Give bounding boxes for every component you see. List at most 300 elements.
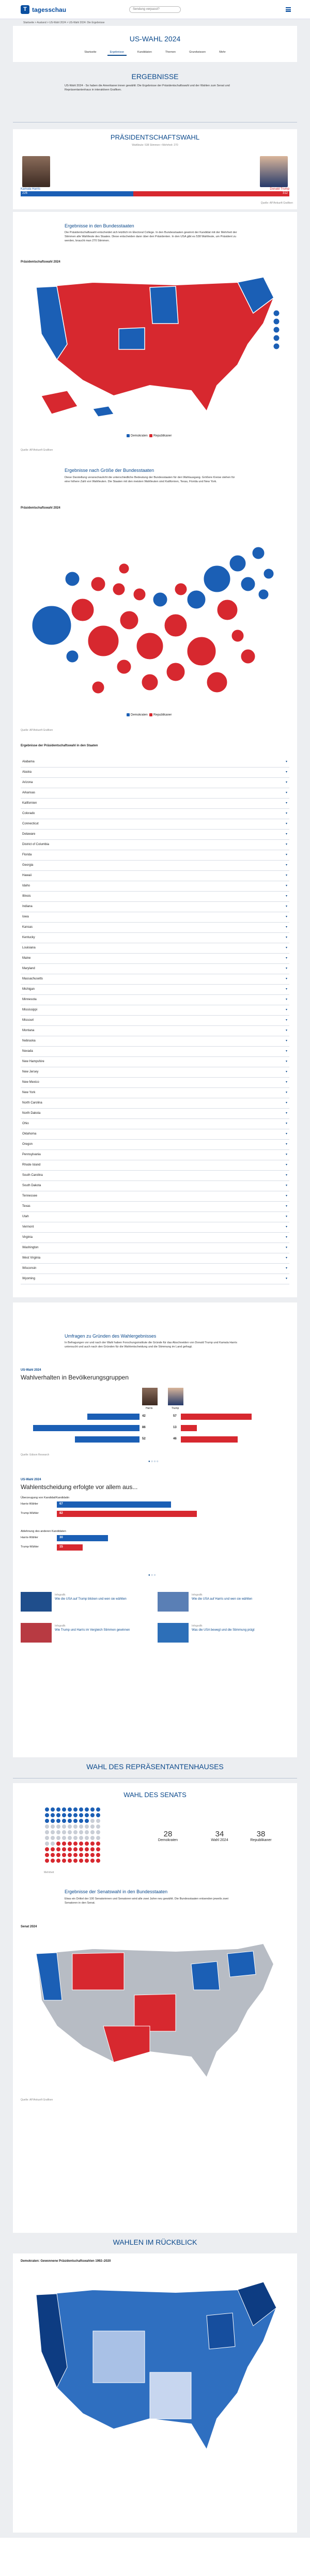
senate-seat <box>79 1819 83 1823</box>
motive-value: 30 <box>59 1536 63 1539</box>
state-row[interactable]: Mississippi ▾ <box>21 1005 289 1016</box>
history-label: Demokraten: Gewonnene Präsidentschaftswahlen 1992–2020 <box>21 2260 111 2263</box>
state-bubble[interactable] <box>117 660 131 674</box>
source: Quelle: AP/Ankunft Grafiken <box>21 449 53 452</box>
states-map-card <box>13 212 297 517</box>
state-row[interactable]: Arkansas ▾ <box>21 788 289 799</box>
senate-seat <box>68 1859 72 1863</box>
state-row[interactable]: Minnesota ▾ <box>21 995 289 1005</box>
senate-seat <box>90 1813 95 1817</box>
senate-seat <box>62 1847 66 1851</box>
states-accordion <box>13 755 297 1297</box>
state-row[interactable]: Idaho ▾ <box>21 881 289 892</box>
state-bubble[interactable] <box>32 606 71 645</box>
senate-seat <box>68 1847 72 1851</box>
legend-dem: Demokraten <box>131 434 148 438</box>
senate-seat <box>90 1824 95 1829</box>
senate-seat <box>56 1813 60 1817</box>
trump-value: 46 <box>173 1437 177 1440</box>
state-bubble[interactable] <box>71 599 94 621</box>
state-row[interactable]: Tennessee ▾ <box>21 1191 289 1202</box>
state-row[interactable]: South Dakota ▾ <box>21 1181 289 1191</box>
state-row[interactable]: Colorado ▾ <box>21 809 289 819</box>
senate-seat <box>85 1836 89 1840</box>
senate-seat <box>62 1824 66 1829</box>
card1-kicker: US-Wahl 2024 <box>21 1369 41 1372</box>
motive-label: Trump-Wähler <box>21 1545 39 1548</box>
state-row[interactable]: Massachusetts ▾ <box>21 974 289 985</box>
card2-title: Wahlentscheidung erfolgte vor allem aus... <box>21 1483 138 1491</box>
senate-seat <box>51 1813 55 1817</box>
harris-name: Kamala Harris <box>21 188 41 191</box>
senate-seat <box>45 1824 49 1829</box>
teaser-kicker: Infografik <box>192 1593 203 1597</box>
senate-seat <box>68 1853 72 1857</box>
state-row[interactable]: Oregon ▾ <box>21 1140 289 1150</box>
trump-portrait <box>260 156 288 187</box>
trump-name: Donald Trump <box>270 188 289 191</box>
col-trump: Trump <box>172 1407 179 1410</box>
senate-seat <box>79 1859 83 1863</box>
senate-seat <box>62 1807 66 1812</box>
senate-map-heading: Ergebnisse der Senatswahl in den Bundesstaaten <box>65 1889 168 1894</box>
card2-kicker: US-Wahl 2024 <box>21 1478 41 1481</box>
senate-seat <box>90 1842 95 1846</box>
senate-seat <box>79 1813 83 1817</box>
pres-heading: PRÄSIDENTSCHAFTSWAHL <box>110 133 200 141</box>
state-bubble[interactable] <box>252 547 265 559</box>
col-harris: Harris <box>146 1407 153 1410</box>
teaser-card[interactable] <box>158 1592 292 1618</box>
breadcrumb[interactable]: Startseite > Ausland > US-Wahl 2024 > US-Wahl 2024: Die Ergebnisse <box>23 21 105 24</box>
state-row[interactable]: New Hampshire ▾ <box>21 1057 289 1067</box>
senate-seat <box>68 1807 72 1812</box>
senate-seat <box>79 1807 83 1812</box>
tab-grundwissen[interactable]: Grundwissen <box>189 51 206 54</box>
open-seat-label: Wahl 2024 <box>211 1838 228 1842</box>
tab-themen[interactable]: Themen <box>165 51 176 54</box>
senate-seat <box>90 1830 95 1834</box>
senate-seat <box>62 1853 66 1857</box>
senate-seat <box>45 1847 49 1851</box>
state-row[interactable]: West Virginia ▾ <box>21 1253 289 1264</box>
harris-value: 52 <box>142 1437 146 1440</box>
senate-seat <box>68 1819 72 1823</box>
state-bubble[interactable] <box>229 555 246 572</box>
state-row[interactable]: Kentucky ▾ <box>21 933 289 943</box>
senate-seat <box>85 1824 89 1829</box>
senate-seat <box>56 1807 60 1812</box>
state-row[interactable]: Connecticut ▾ <box>21 819 289 830</box>
block2-label: Ablehnung des anderen Kandidaten <box>21 1530 66 1533</box>
senate-seat <box>45 1807 49 1812</box>
motive-label: Harris-Wähler <box>21 1502 38 1506</box>
pres-sub: Wahlleute: 538 Stimmen • Mehrheit: 270 <box>132 144 178 147</box>
dem-seats <box>152 1830 183 1842</box>
senate-seat <box>56 1842 60 1846</box>
senate-seat <box>85 1847 89 1851</box>
harris-votes: 226 <box>22 192 28 195</box>
senate-seat <box>62 1859 66 1863</box>
results-intro: US-Wahl 2024 - So haben die Amerikaner:innen gewählt: Die Ergebnisse der Präsidentschaftswahl und der Wahlen zum Senat und Repräsentantenhaus in interaktiven Grafiken. <box>65 84 230 91</box>
senate-seat <box>73 1847 78 1851</box>
senate-seat <box>62 1842 66 1846</box>
senate-seat <box>56 1836 60 1840</box>
motive-value: 82 <box>59 1512 63 1515</box>
senate-seat <box>79 1842 83 1846</box>
harris-bar <box>33 1425 140 1431</box>
senate-seat <box>51 1842 55 1846</box>
state-row[interactable]: Wisconsin ▾ <box>21 1264 289 1274</box>
senate-seat <box>79 1836 83 1840</box>
senate-seat <box>56 1853 60 1857</box>
senate-seat <box>90 1847 95 1851</box>
senate-seat <box>96 1859 100 1863</box>
state-row[interactable]: Arizona ▾ <box>21 778 289 788</box>
state-bubble[interactable] <box>153 592 167 607</box>
exit-poll-card <box>13 1302 297 1757</box>
harris-value: 42 <box>142 1415 146 1418</box>
senate-seat <box>51 1847 55 1851</box>
state-row[interactable]: Missouri ▾ <box>21 1016 289 1026</box>
senate-map[interactable] <box>21 1933 289 2088</box>
senate-seat <box>85 1807 89 1812</box>
state-row[interactable]: Indiana ▾ <box>21 902 289 912</box>
state-bubble[interactable] <box>187 590 206 609</box>
senate-seat <box>62 1813 66 1817</box>
teaser-card[interactable] <box>21 1592 155 1618</box>
senate-seat <box>96 1819 100 1823</box>
senate-seat <box>90 1836 95 1840</box>
state-row[interactable]: North Dakota ▾ <box>21 1109 289 1119</box>
senate-seat <box>90 1819 95 1823</box>
state-row[interactable]: New Jersey ▾ <box>21 1067 289 1078</box>
state-bubble[interactable] <box>88 625 119 656</box>
state-row[interactable]: Maryland ▾ <box>21 964 289 974</box>
dem-seat-count: 28 <box>163 1830 173 1838</box>
state-bubble[interactable] <box>91 577 105 591</box>
state-row[interactable]: Kansas ▾ <box>21 923 289 933</box>
senate-seat <box>68 1836 72 1840</box>
senate-seat <box>51 1836 55 1840</box>
state-bubble[interactable] <box>65 572 80 586</box>
state-row[interactable]: Nevada ▾ <box>21 1047 289 1057</box>
bubble-map[interactable] <box>21 522 289 708</box>
electoral-bar <box>21 191 289 196</box>
state-row[interactable]: North Carolina ▾ <box>21 1098 289 1109</box>
senate-seat <box>96 1842 100 1846</box>
senate-seat <box>73 1813 78 1817</box>
state-row[interactable]: Wyoming ▾ <box>21 1274 289 1284</box>
tagesschau-logo[interactable] <box>21 5 66 14</box>
senate-seat <box>45 1842 49 1846</box>
state-row[interactable]: Michigan ▾ <box>21 985 289 995</box>
senate-seat <box>51 1807 55 1812</box>
state-row[interactable]: Maine ▾ <box>21 954 289 964</box>
exit-heading: Umfragen zu Gründen des Wahlergebnisses <box>65 1333 157 1339</box>
senate-seat <box>45 1830 49 1834</box>
senate-seat <box>73 1830 78 1834</box>
state-bubble[interactable] <box>264 569 274 579</box>
page-title: US-WAHL 2024 <box>129 35 181 43</box>
history-card <box>13 2253 297 2533</box>
state-bubble[interactable] <box>241 649 255 664</box>
state-row[interactable]: Rhode Island ▾ <box>21 1160 289 1171</box>
teaser-title: Wie die USA auf Harris und wen sie wählten <box>192 1598 253 1601</box>
senate-seat <box>62 1830 66 1834</box>
legend-dem: Demokraten <box>131 713 148 717</box>
senate-seat <box>45 1859 49 1863</box>
senate-seat <box>90 1853 95 1857</box>
states-map-heading: Ergebnisse in den Bundesstaaten <box>65 223 134 228</box>
senate-seat <box>96 1830 100 1834</box>
state-bubble[interactable] <box>113 583 125 595</box>
state-row[interactable]: Ohio ▾ <box>21 1119 289 1129</box>
senate-seat <box>96 1824 100 1829</box>
state-row[interactable]: Vermont ▾ <box>21 1222 289 1233</box>
senate-seat <box>96 1807 100 1812</box>
state-row[interactable]: New Mexico ▾ <box>21 1078 289 1088</box>
rep-seat-label: Republikaner <box>250 1838 272 1842</box>
hamburger-menu-icon[interactable] <box>286 7 291 12</box>
teaser-title: Was die USA bewegt und die Stimmung prägt <box>192 1629 255 1632</box>
states-list-title: Ergebnisse der Präsidentschaftswahl in den Staaten <box>21 744 98 747</box>
rep-seat-count: 38 <box>256 1830 266 1838</box>
state-bubble[interactable] <box>207 672 227 693</box>
teaser-title: Wie Trump und Harris im Vergleich Stimmen gewinnen <box>55 1629 130 1632</box>
teaser-image <box>158 1623 189 1643</box>
senate-seat <box>68 1842 72 1846</box>
senate-heading: WAHL DES SENATS <box>123 1791 187 1799</box>
senate-seat <box>96 1853 100 1857</box>
senate-seat <box>85 1859 89 1863</box>
state-bubble[interactable] <box>136 633 163 660</box>
senate-seat <box>56 1859 60 1863</box>
senate-seat <box>96 1813 100 1817</box>
senate-seat <box>45 1819 49 1823</box>
history-heading: WAHLEN IM RÜCKBLICK <box>113 2238 197 2246</box>
senate-seat <box>56 1819 60 1823</box>
state-bubble[interactable] <box>120 611 138 630</box>
state-row[interactable]: Georgia ▾ <box>21 861 289 871</box>
state-row[interactable]: Alaska ▾ <box>21 768 289 778</box>
state-bubble[interactable] <box>166 663 185 681</box>
state-row[interactable]: Louisiana ▾ <box>21 943 289 954</box>
senate-seat <box>68 1813 72 1817</box>
teaser-kicker: Infografik <box>55 1624 66 1628</box>
state-bubble[interactable] <box>241 577 255 591</box>
search-input[interactable]: Sendung verpasst? <box>129 6 181 13</box>
motive-value: 15 <box>59 1545 63 1548</box>
footer <box>0 2538 310 2576</box>
state-bubble[interactable] <box>164 614 187 637</box>
state-bubble[interactable] <box>142 674 158 691</box>
section-tabs <box>13 50 297 56</box>
trump-bar <box>181 1414 252 1420</box>
state-bubble[interactable] <box>175 583 187 595</box>
motive-label: Trump-Wähler <box>21 1512 39 1515</box>
trump-votes: 312 <box>282 192 288 195</box>
state-bubble[interactable] <box>92 681 104 694</box>
senate-seat <box>45 1853 49 1857</box>
state-row[interactable]: Utah ▾ <box>21 1212 289 1222</box>
state-row[interactable]: Iowa ▾ <box>21 912 289 923</box>
open-seat-count: 34 <box>215 1830 224 1838</box>
state-bubble[interactable] <box>119 563 129 574</box>
logo-mark: T <box>21 5 29 14</box>
state-row[interactable]: Oklahoma ▾ <box>21 1129 289 1140</box>
senate-seat <box>51 1853 55 1857</box>
state-row[interactable]: Washington ▾ <box>21 1243 289 1253</box>
state-bubble[interactable] <box>258 589 269 600</box>
motive-bar <box>57 1535 108 1541</box>
house-heading: WAHL DES REPRÄSENTANTENHAUSES <box>86 1762 224 1771</box>
senate-seat <box>51 1859 55 1863</box>
senate-seat <box>85 1853 89 1857</box>
dem-seat-label: Demokraten <box>158 1838 178 1842</box>
motive-value: 67 <box>59 1502 63 1506</box>
senate-seat <box>68 1824 72 1829</box>
teaser-image <box>158 1592 189 1612</box>
senate-seat <box>79 1824 83 1829</box>
state-row[interactable]: Texas ▾ <box>21 1202 289 1212</box>
tab-kandidaten[interactable]: Kandidaten <box>137 51 152 54</box>
pager-dots[interactable]: ● ○ ○ <box>148 1574 156 1577</box>
state-row[interactable]: Florida ▾ <box>21 850 289 861</box>
us-results-map[interactable] <box>21 267 289 422</box>
bubble-label: Präsidentschaftswahl 2024 <box>21 507 60 510</box>
state-bubble[interactable] <box>231 630 244 642</box>
tab-startseite[interactable]: Startseite <box>84 51 97 54</box>
harris-bar <box>75 1436 140 1443</box>
state-row[interactable]: Nebraska ▾ <box>21 1036 289 1047</box>
senate-seat <box>51 1830 55 1834</box>
teaser-kicker: Infografik <box>55 1593 66 1597</box>
teaser-kicker: Infografik <box>192 1624 203 1628</box>
senate-seat <box>96 1847 100 1851</box>
senate-seat <box>73 1824 78 1829</box>
harris-portrait <box>22 156 50 187</box>
exit-text: In Befragungen vor und nach der Wahl haben Forschungsinstitute die Gründe für das Abschneiden von Donald Trump und Kamala Harris untersucht und auch nach den Gründen für die Wahlentscheidung und die Stimmung im Land gefragt. <box>65 1341 237 1348</box>
trump-value: 13 <box>173 1426 177 1429</box>
state-bubble[interactable] <box>133 588 146 601</box>
senate-seat <box>79 1830 83 1834</box>
rep-seats <box>245 1830 276 1842</box>
senate-seat <box>51 1824 55 1829</box>
state-row[interactable]: Delaware ▾ <box>21 830 289 840</box>
senate-seat <box>73 1842 78 1846</box>
state-row[interactable]: Pennsylvania ▾ <box>21 1150 289 1160</box>
senate-card <box>13 1783 297 2233</box>
harris-thumb <box>142 1388 158 1405</box>
senate-seat <box>56 1847 60 1851</box>
state-bubble[interactable] <box>217 600 238 620</box>
motive-label: Harris-Wähler <box>21 1536 38 1539</box>
map-label: Präsidentschaftswahl 2024 <box>21 260 60 264</box>
seat-legend: Mehrheit <box>44 1871 54 1874</box>
source: Quelle: Edison Research <box>21 1453 50 1456</box>
trump-bar <box>181 1436 238 1443</box>
tab-ergebnisse[interactable]: Ergebnisse <box>107 50 127 56</box>
state-bubble[interactable] <box>187 637 216 666</box>
senate-seat <box>96 1836 100 1840</box>
bubble-text: Diese Darstellung veranschaulicht die unterschiedliche Bedeutung der Bundesstaaten für den Wahlausgang. Größere Kreise stehen für eine höhere Zahl von Wahlleuten. Die Staaten mit den meisten Wahlleuten sind Kalifornien, Texas, Florida und New York. <box>65 476 235 483</box>
state-row[interactable]: Alabama ▾ <box>21 757 289 768</box>
motive-bar <box>57 1511 197 1517</box>
site-header <box>0 0 310 19</box>
state-row[interactable]: District of Columbia ▾ <box>21 840 289 850</box>
harris-value: 86 <box>142 1426 146 1429</box>
senate-seat <box>85 1813 89 1817</box>
trump-value: 57 <box>173 1415 177 1418</box>
senate-map-text: Etwa ein Drittel der 100 Senatorinnen und Senatoren wird alle zwei Jahre neu gewählt. Die Bundesstaaten entsenden jeweils zwei Senatoren in den Senat. <box>65 1897 229 1905</box>
motive-bar <box>57 1501 171 1508</box>
map-legend <box>127 434 172 438</box>
history-map[interactable] <box>21 2269 289 2486</box>
senate-seat <box>68 1830 72 1834</box>
senate-seat <box>73 1807 78 1812</box>
state-row[interactable]: Virginia ▾ <box>21 1233 289 1243</box>
bubble-heading: Ergebnisse nach Größe der Bundesstaaten <box>65 468 154 473</box>
teaser-card[interactable] <box>158 1623 292 1649</box>
bubble-card <box>13 517 297 755</box>
senate-seat <box>90 1807 95 1812</box>
trump-share-bar <box>133 191 289 196</box>
legend-rep: Republikaner <box>153 434 172 438</box>
bubble-legend <box>127 713 172 717</box>
pager-dots[interactable]: ● ○ ○ ○ <box>148 1460 159 1463</box>
state-row[interactable]: Illinois ▾ <box>21 892 289 902</box>
senate-seat <box>62 1836 66 1840</box>
results-heading: ERGEBNISSE <box>131 72 179 81</box>
tab-mehr[interactable]: Mehr <box>219 51 226 54</box>
state-bubble[interactable] <box>66 650 79 663</box>
senate-seat <box>85 1842 89 1846</box>
senate-seat <box>73 1859 78 1863</box>
state-row[interactable]: Kalifornien ▾ <box>21 799 289 809</box>
open-seats <box>204 1830 235 1842</box>
state-row[interactable]: Montana ▾ <box>21 1026 289 1036</box>
logo-text: tagesschau <box>32 6 67 13</box>
trump-bar <box>181 1425 197 1431</box>
senate-seat <box>62 1819 66 1823</box>
teaser-image <box>21 1623 52 1643</box>
senate-seat <box>73 1819 78 1823</box>
state-row[interactable]: New York ▾ <box>21 1088 289 1098</box>
source: Quelle: AP/Ankunft Grafiken <box>21 729 53 732</box>
teaser-title: Wie die USA auf Trump blicken und wen sie wählten <box>55 1598 127 1601</box>
teaser-card[interactable] <box>21 1623 155 1649</box>
senate-seat <box>45 1836 49 1840</box>
source: Quelle: AP/Ankunft Grafiken <box>21 2098 53 2102</box>
senate-seat <box>56 1830 60 1834</box>
harris-bar <box>87 1414 140 1420</box>
senate-seat <box>56 1824 60 1829</box>
senate-seat <box>85 1819 89 1823</box>
state-row[interactable]: Hawaii ▾ <box>21 871 289 881</box>
senate-map-label: Senat 2024 <box>21 1925 37 1928</box>
senate-seat <box>79 1853 83 1857</box>
source: Quelle: AP/Ankunft Grafiken <box>260 202 293 205</box>
state-row[interactable]: South Carolina ▾ <box>21 1171 289 1181</box>
teaser-image <box>21 1592 52 1612</box>
trump-thumb <box>168 1388 183 1405</box>
senate-seat-grid <box>44 1806 106 1868</box>
senate-seat <box>79 1847 83 1851</box>
senate-seat <box>73 1836 78 1840</box>
state-bubble[interactable] <box>204 565 230 592</box>
senate-seat <box>90 1859 95 1863</box>
